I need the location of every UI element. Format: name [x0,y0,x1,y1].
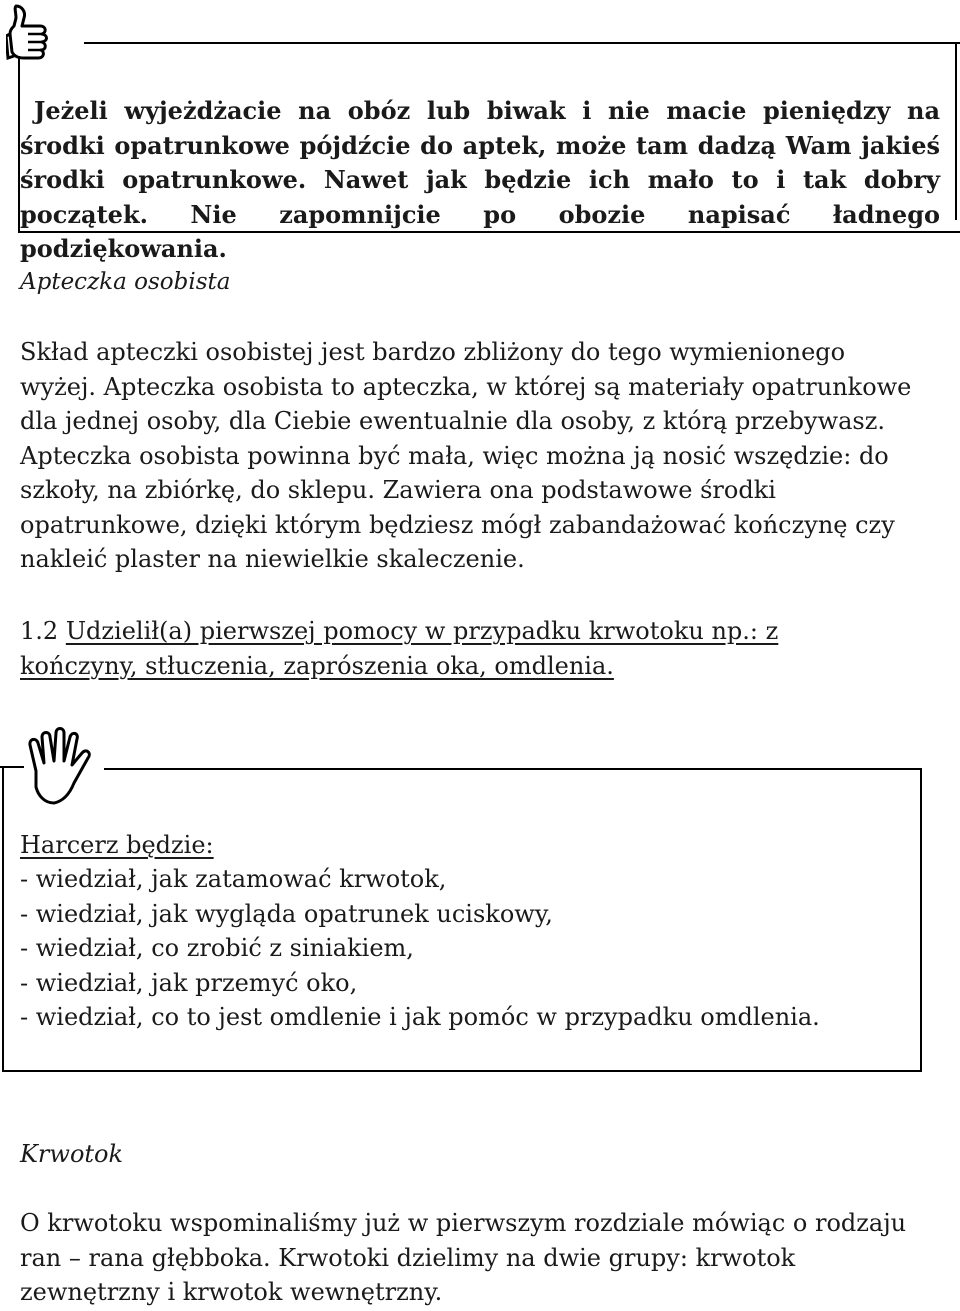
list-item: - wiedział, jak przemyć oko, [20,968,358,997]
list-item: - wiedział, co zrobić z siniakiem, [20,934,414,962]
scout-box-title: Harcerz będzie: [20,831,214,859]
section-body-personal-kit: Skład apteczki osobistej jest bardzo zbliżony do tego wymienionego wyżej. Apteczka osobista to apteczka, w której są materiały opatrunkowe dla jednej osoby, dla Ciebie ewentualnie dla osoby, z którą przebywasz. Apteczka osobista powinna być mała, więc można ją nosić wszędzie: do szkoły, na zbiórkę, do sklepu. Zawiera ona podstawowe środki opatrunkowe, dzięki którym będziesz mógł zabandażować kończynę czy nakleić plaster na niewielkie skaleczenie. [20,338,912,573]
section-heading-bleeding: Krwotok [20,1140,124,1168]
list-item: - wiedział, co to jest omdlenie i jak pomóc w przypadku omdlenia. [20,1003,820,1031]
tip-text: Jeżeli wyjeżdżacie na obóz lub biwak i nie macie pieniędzy na środki opatrunkowe pójdźcie do aptek, może tam dadzą Wam jakieś środki opatrunkowe. Nawet jak będzie ich mało to i tak dobry początek. Nie zapomnijcie po obozie napisać ładnego podziękowania. [20,96,940,263]
requirement-text: Udzielił(a) pierwszej pomocy w przypadku krwotoku np.: z kończyny, stłuczenia, zaprószenia oka, omdlenia. [20,617,779,680]
list-item: - wiedział, jak zatamować krwotok, [20,865,447,893]
open-hand-icon [22,727,100,809]
scout-skills-list [20,862,820,1035]
list-item: - wiedział, jak wygląda opatrunek uciskowy, [20,899,553,928]
requirement-number: 1.2 [20,617,59,645]
section-body-bleeding: O krwotoku wspominaliśmy już w pierwszym rozdziale mówiąc o rodzaju ran – rana głębboka. Krwotoki dzielimy na dwie grupy: krwotok zewnętrzny i krwotok wewnętrzny. [20,1209,907,1306]
section-heading-personal-kit: Apteczka osobista [20,269,231,295]
requirement-paragraph [20,614,820,683]
